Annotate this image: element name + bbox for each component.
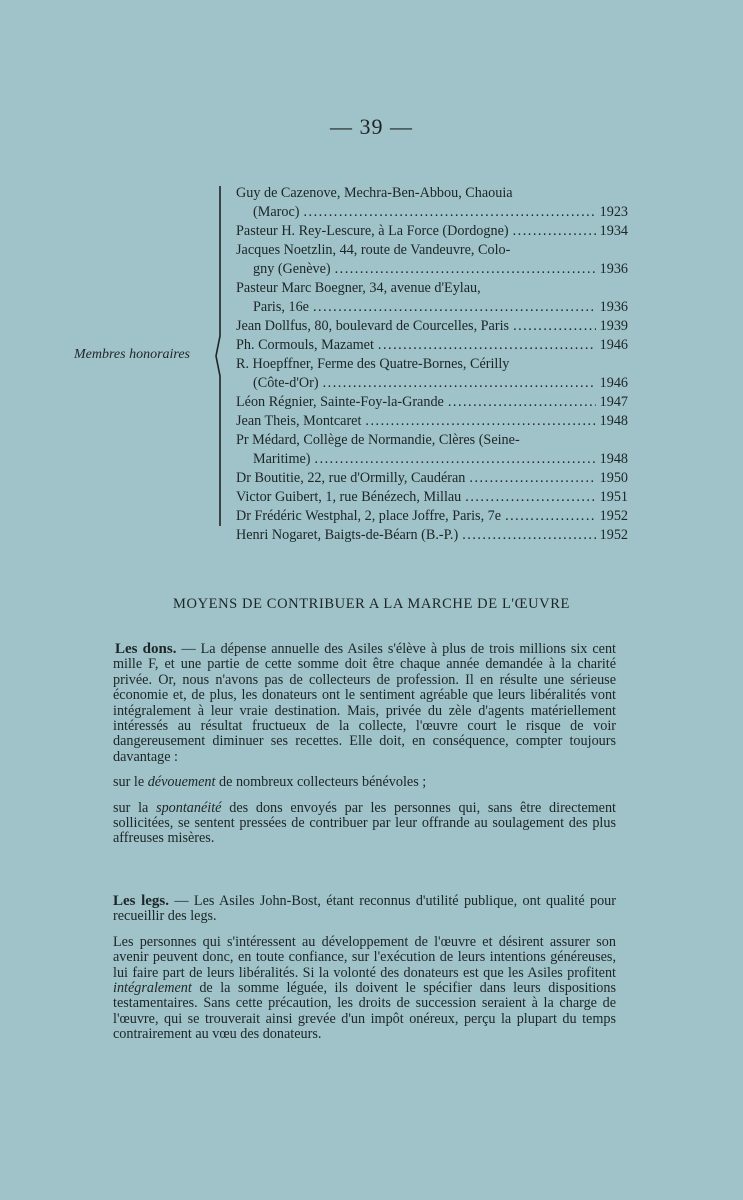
- member-year: 1936: [599, 261, 628, 277]
- dons-paragraph-2-emphasis: dévouement: [147, 774, 216, 791]
- legs-heading: Les legs.: [113, 893, 169, 909]
- dot-leader: [303, 203, 595, 222]
- member-year: 1948: [599, 451, 628, 467]
- member-entry: [236, 241, 628, 279]
- member-entry-text: (Maroc): [253, 204, 300, 220]
- member-year: 1947: [599, 394, 628, 410]
- dons-paragraph-2-end: de nombreux collecteurs bénévoles ;: [215, 774, 427, 791]
- member-entry-text: Jean Dollfus, 80, boulevard de Courcelles, Paris: [236, 318, 510, 334]
- dons-heading: Les dons.: [115, 641, 177, 657]
- member-entry-text: Dr Frédéric Westphal, 2, place Joffre, Paris, 7e: [236, 508, 502, 524]
- dot-leader: [469, 469, 595, 488]
- member-entry-text: R. Hoepffner, Ferme des Quatre-Bornes, Cérilly: [236, 356, 510, 372]
- member-entry-text: gny (Genève): [253, 261, 331, 277]
- member-year: 1952: [599, 508, 628, 524]
- member-entry-text: Dr Boutitie, 22, rue d'Ormilly, Caudéran: [236, 470, 466, 486]
- member-entry-text: Victor Guibert, 1, rue Bénézech, Millau: [236, 489, 462, 505]
- dons-paragraph-1: — La dépense annuelle des Asiles s'élève à plus de trois millions six cent mille F, et une partie de cette somme doit être chaque année demandée à la charité privée. Or, nous n'avons pas de collecteurs de profession. Il en résulte une sérieuse économie et, de plus, les donateurs ont le sentiment agréable que leurs libéralités vont intégralement à leur vraie destination. Mais, privée du zèle d'agents matériellement intéressés au résultat fructueux de la collecte, l'œuvre court le risque de voir dangereusement diminuer ses recettes. Elle doit, en conséquence, compter toujours davantage :: [113, 641, 616, 765]
- member-entry: [236, 488, 628, 507]
- dot-leader: [313, 298, 596, 317]
- member-entry-text: Ph. Cormouls, Mazamet: [236, 337, 374, 353]
- legs-paragraph-2-end: de la somme léguée, ils doivent le spécifier dans leurs dispositions testamentaires. Sans cette précaution, les droits de succession seraient à la charge de l'œuvre, qui se trouverait ainsi grevée d'un impôt onéreux, perçu la plupart du temps contrairement au vœu des donateurs.: [113, 980, 616, 1043]
- dons-paragraph-2-start: sur le: [113, 774, 148, 791]
- dons-paragraph-3-end: des dons envoyés par les personnes qui, sans être directement sollicitées, se sentent pressées de contribuer par leur offrande au soulagement des plus affreuses misères.: [113, 799, 616, 847]
- legs-paragraph-2-start: Les personnes qui s'intéressent au développement de l'œuvre et désirent assurer son avenir peuvent donc, en toute confiance, sur l'exécution de leurs intentions généreuses, lui faire part de leurs libéralités. Si la volonté des donateurs est que les Asiles profitent: [113, 933, 616, 981]
- member-year: 1946: [599, 375, 628, 391]
- member-entry-text: Léon Régnier, Sainte-Foy-la-Grande: [236, 394, 444, 410]
- dot-leader: [465, 488, 595, 507]
- dot-leader: [323, 374, 596, 393]
- legs-paragraph-1: — Les Asiles John-Bost, étant reconnus d'utilité publique, ont qualité pour recueillir des legs.: [113, 893, 616, 925]
- dons-section: [113, 642, 616, 847]
- dot-leader: [513, 222, 596, 241]
- member-entry: [236, 393, 628, 412]
- member-entry-text: (Côte-d'Or): [253, 375, 319, 391]
- dot-leader: [448, 393, 596, 412]
- member-entry: [236, 222, 628, 241]
- dot-leader: [378, 336, 596, 355]
- member-year: 1939: [599, 318, 628, 334]
- member-entry: [236, 431, 628, 469]
- dot-leader: [513, 317, 596, 336]
- member-year: 1948: [599, 413, 628, 429]
- member-year: 1951: [599, 489, 628, 505]
- member-entry: [236, 526, 628, 545]
- member-year: 1952: [599, 527, 628, 543]
- member-year: 1923: [599, 204, 628, 220]
- dot-leader: [335, 260, 596, 279]
- member-entry: [236, 184, 628, 222]
- section-title: MOYENS DE CONTRIBUER A LA MARCHE DE L'ŒUVRE: [173, 596, 570, 612]
- member-entry: [236, 279, 628, 317]
- members-list: [236, 184, 628, 545]
- member-year: 1934: [599, 223, 628, 239]
- member-entry: [236, 507, 628, 526]
- dons-paragraph-3-start: sur la: [113, 799, 157, 816]
- dons-paragraph-3-emphasis: spontanéité: [156, 799, 222, 816]
- member-year: 1936: [599, 299, 628, 315]
- dot-leader: [505, 507, 596, 526]
- legs-section: [113, 894, 616, 1043]
- dot-leader: [462, 526, 595, 545]
- brace-divider: [214, 186, 224, 526]
- member-entry-text: Pr Médard, Collège de Normandie, Clères (Seine-: [236, 432, 520, 448]
- member-entry: [236, 336, 628, 355]
- member-entry: [236, 317, 628, 336]
- member-entry-text: Henri Nogaret, Baigts-de-Béarn (B.-P.): [236, 527, 459, 543]
- member-entry-text: Maritime): [253, 451, 311, 467]
- legs-paragraph-2-emphasis: intégralement: [113, 980, 192, 997]
- member-entry-text: Jacques Noetzlin, 44, route de Vandeuvre, Colo-: [236, 242, 511, 258]
- member-year: 1946: [599, 337, 628, 353]
- member-year: 1950: [599, 470, 628, 486]
- member-entry: [236, 412, 628, 431]
- member-entry-text: Jean Theis, Montcaret: [236, 413, 362, 429]
- members-label: Membres honoraires: [74, 347, 191, 362]
- member-entry-text: Paris, 16e: [253, 299, 309, 315]
- member-entry: [236, 469, 628, 488]
- page-number: — 39 —: [330, 114, 413, 139]
- member-entry-text: Guy de Cazenove, Mechra-Ben-Abbou, Chaouia: [236, 185, 513, 201]
- member-entry-text: Pasteur H. Rey-Lescure, à La Force (Dordogne): [236, 223, 509, 239]
- dot-leader: [365, 412, 595, 431]
- member-entry-text: Pasteur Marc Boegner, 34, avenue d'Eylau,: [236, 280, 481, 296]
- member-entry: [236, 355, 628, 393]
- dot-leader: [315, 450, 596, 469]
